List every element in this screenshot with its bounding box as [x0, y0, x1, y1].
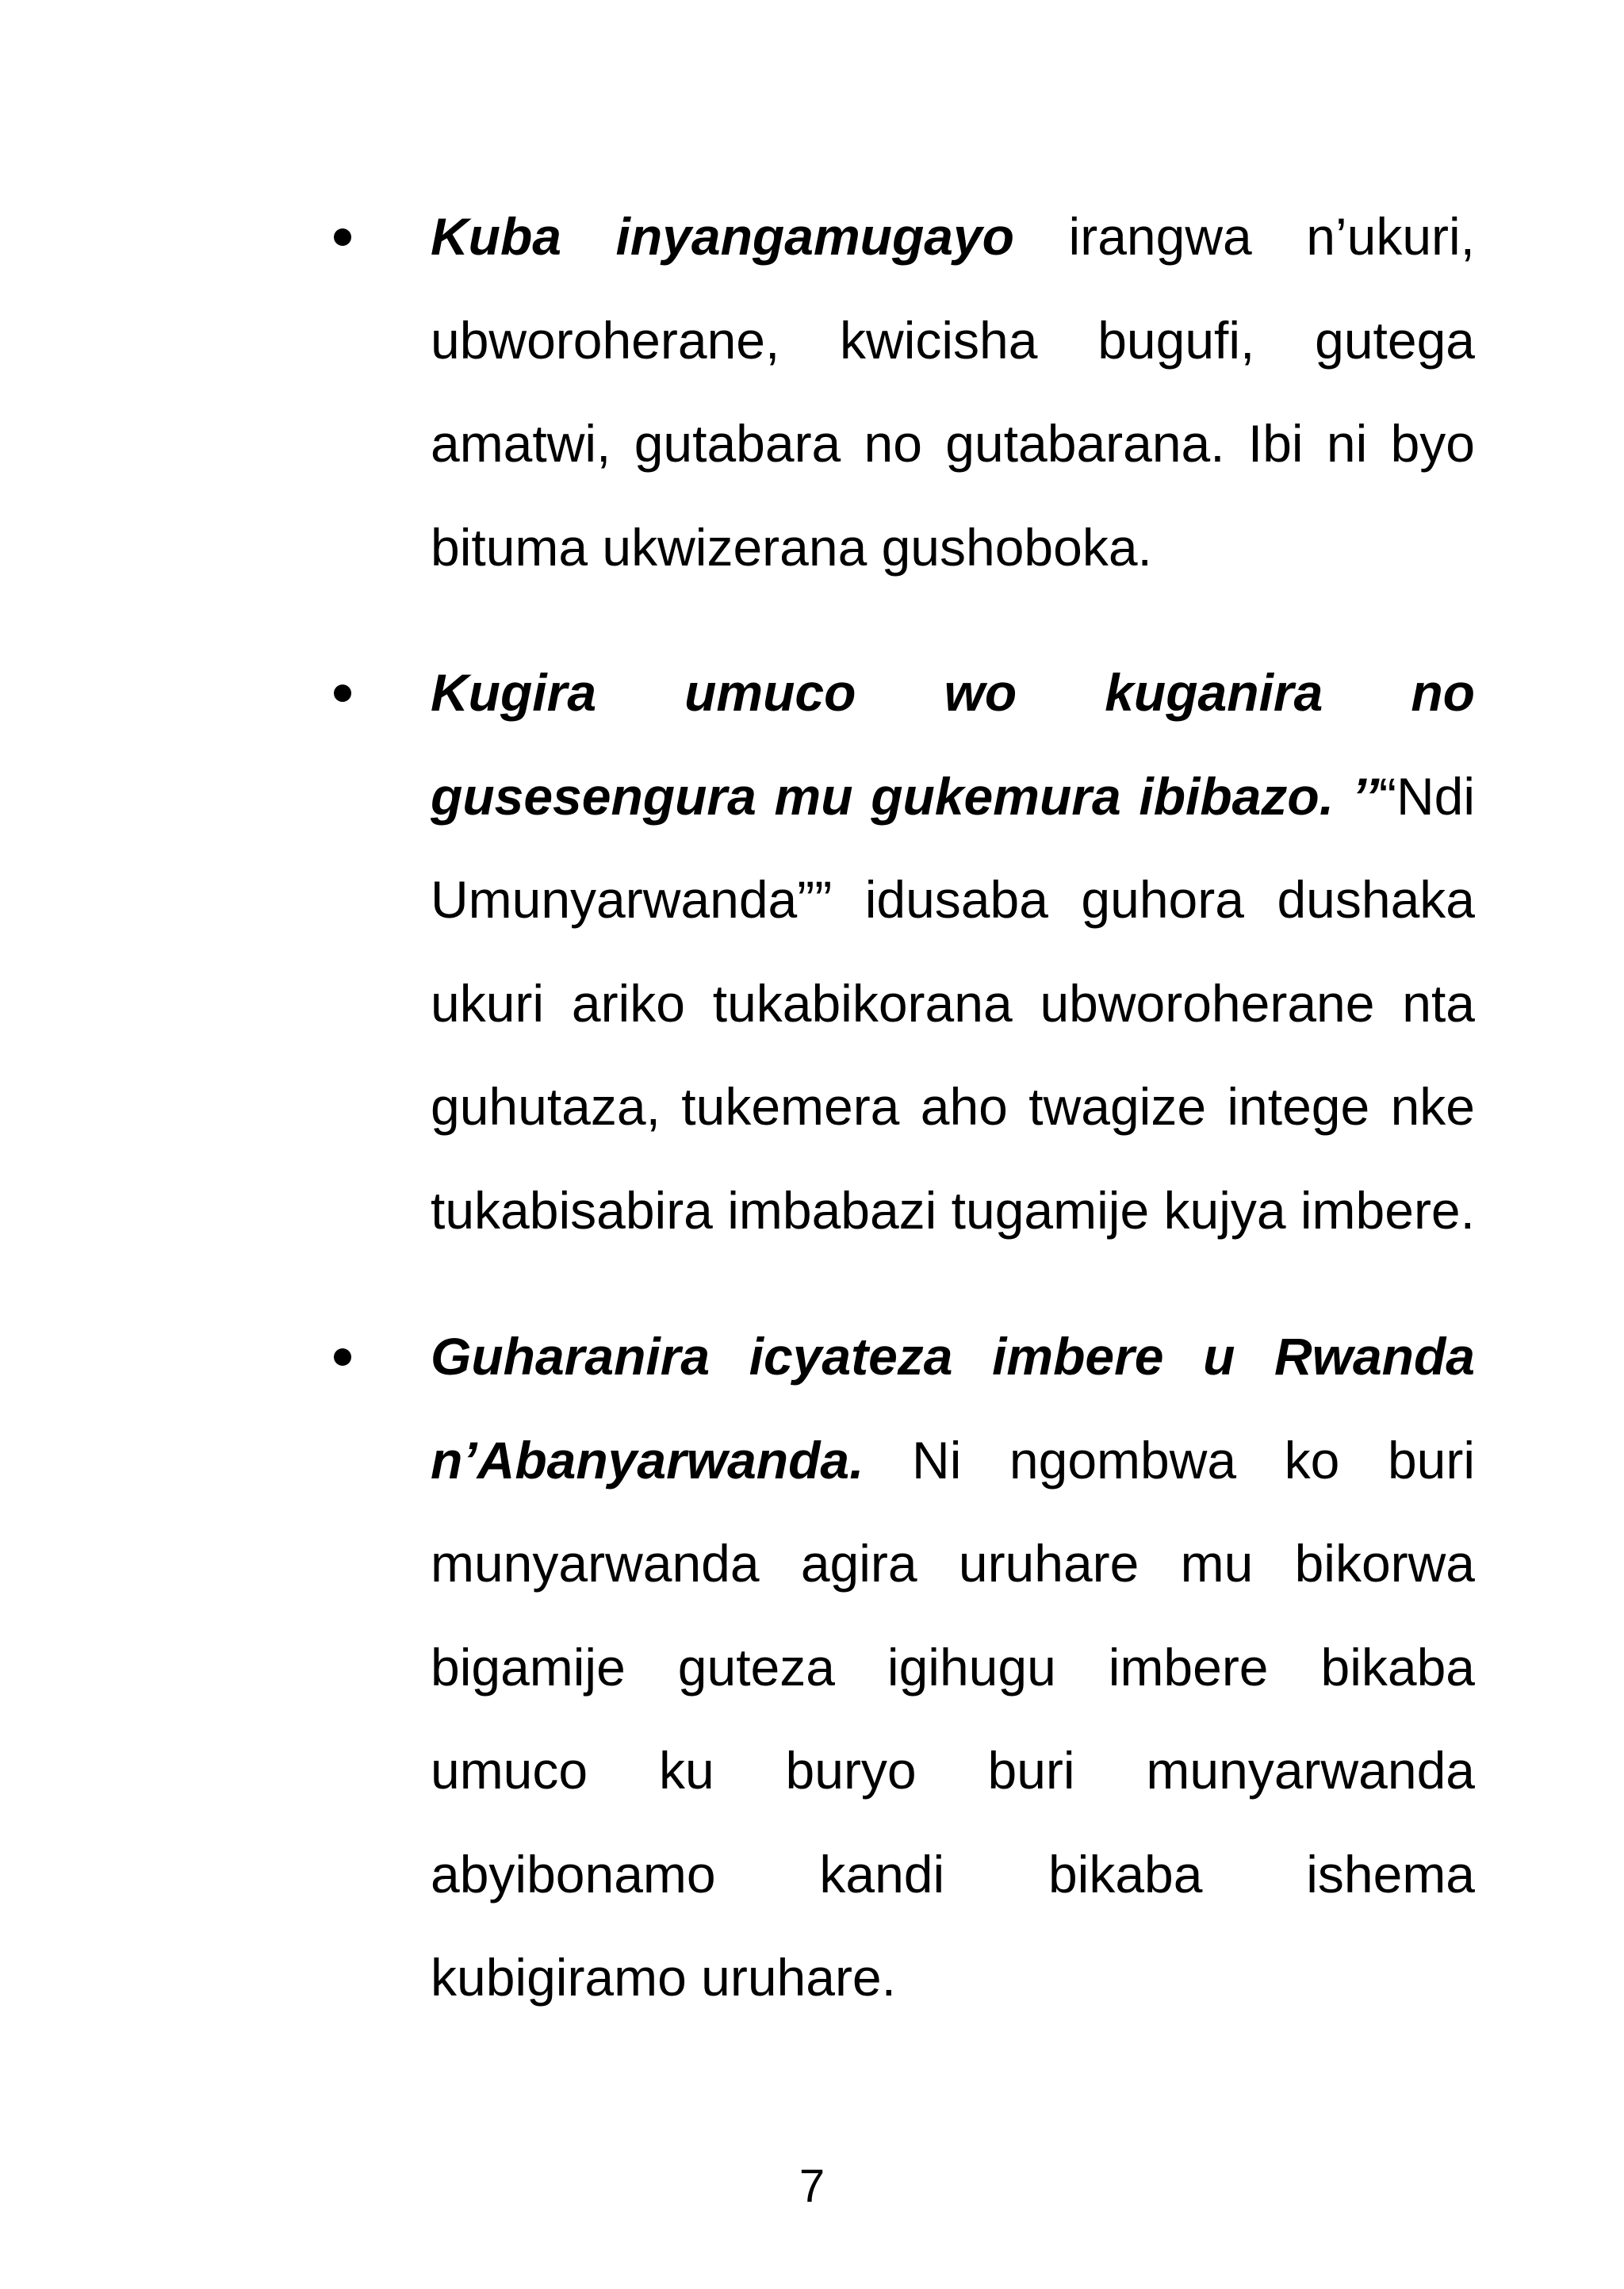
paragraph-body: Ni ngombwa ko buri munyarwanda agira uruhare mu bikorwa bigamije guteza igihugu imbere bikaba umuco ku buryo buri munyarwanda abyibonamo kandi bikaba ishema kubigiramo uruhare. — [431, 1430, 1475, 2007]
lead-phrase: Kugira umuco wo kuganira no gusesengura mu gukemura ibibazo. ’’ — [431, 663, 1475, 826]
bullet-icon — [334, 228, 351, 246]
paragraph — [431, 641, 1475, 1262]
paragraph-body: “Ndi Umunyarwanda”” idusaba guhora dushaka ukuri ariko tukabikorana ubworoherane nta guhutaza, tukemera aho twagize intege nke tukabisabira imbabazi tugamije kujya imbere. — [431, 766, 1475, 1240]
lead-phrase: Kuba inyangamugayo — [431, 207, 1014, 266]
lead-phrase: Guharanira icyateza imbere u Rwanda n’Abanyarwanda. — [431, 1327, 1475, 1490]
paragraph-body: irangwa n’ukuri, ubworoherane, kwicisha bugufi, gutega amatwi, gutabara no gutabarana. Ibi ni byo bituma ukwizerana gushoboka. — [431, 207, 1475, 577]
bullet-icon — [334, 684, 351, 702]
paragraph — [431, 185, 1475, 599]
page-number: 7 — [799, 2161, 825, 2212]
bullet-icon — [334, 1348, 351, 1366]
paragraph — [431, 1305, 1475, 2030]
